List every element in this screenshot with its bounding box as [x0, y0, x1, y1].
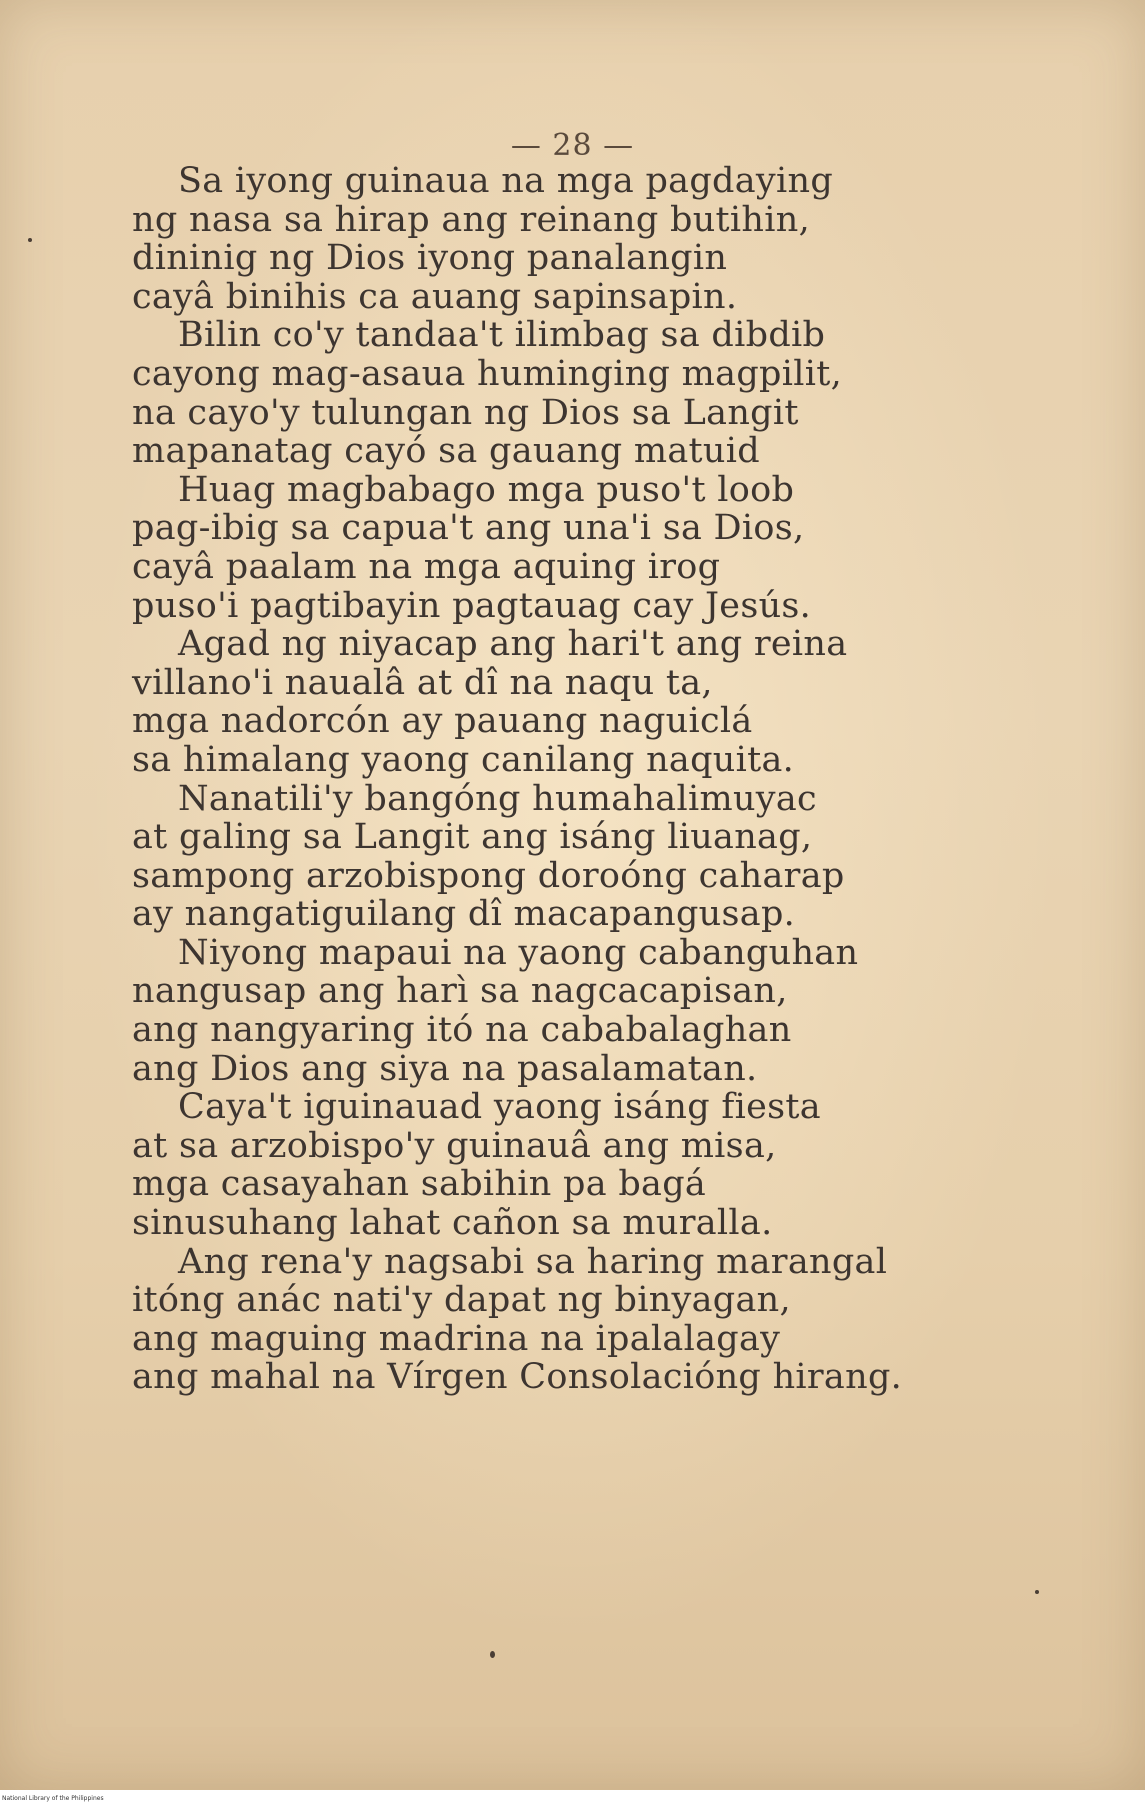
poem-line: ang nangyaring itó na cababalaghan: [132, 1010, 792, 1051]
stanza: [0, 780, 1145, 934]
ink-speck: [490, 1651, 495, 1658]
poem-line: Bilin co'y tandaa't ilimbag sa dibdib: [178, 315, 826, 356]
poem-line: sinusuhang lahat cañon sa muralla.: [132, 1203, 773, 1244]
stanza: [0, 625, 1145, 779]
poem-line: ang Dios ang siya na pasalamatan.: [132, 1048, 758, 1089]
poem-line: ng nasa sa hirap ang reinang butihin,: [132, 199, 811, 240]
poem-line: Niyong mapaui na yaong cabanguhan: [178, 932, 859, 973]
ink-speck: [28, 238, 32, 242]
poem-line: at galing sa Langit ang isáng liuanag,: [132, 817, 813, 858]
poem-line: cayong mag-asaua huminging magpilit,: [132, 353, 843, 394]
poem-body: [0, 162, 1145, 1397]
poem-line: Huag magbabago mga puso't loob: [178, 469, 795, 510]
poem-line: Caya't iguinauad yaong isáng fiesta: [178, 1087, 821, 1128]
stanza: [0, 1088, 1145, 1242]
poem-line: dininig ng Dios iyong panalangin: [132, 238, 728, 279]
poem-line: Nanatili'y bangóng humahalimuyac: [178, 778, 817, 819]
poem-line: pag-ibig sa capua't ang una'i sa Dios,: [132, 508, 805, 549]
poem-line: sampong arzobispong doroóng caharap: [132, 855, 845, 896]
poem-line: cayâ paalam na mga aquing irog: [132, 546, 721, 587]
footer-credit: National Library of the Philippines: [2, 1795, 104, 1802]
poem-line: at sa arzobispo'y guinauâ ang misa,: [132, 1125, 777, 1166]
poem-line: na cayo'y tulungan ng Dios sa Langit: [132, 392, 799, 433]
poem-line: sa himalang yaong canilang naquita.: [132, 739, 795, 780]
stanza: [0, 316, 1145, 470]
poem-line: villano'i naualâ at dî na naqu ta,: [132, 662, 713, 703]
poem-line: Sa iyong guinaua na mga pagdaying: [178, 161, 834, 201]
ink-speck: [1035, 1590, 1039, 1594]
poem-line: puso'i pagtibayin pagtauag cay Jesús.: [132, 585, 812, 626]
poem-line: mga nadorcón ay pauang naguiclá: [132, 701, 753, 742]
stanza: [0, 471, 1145, 625]
poem-line: ang maguing madrina na ipalalagay: [132, 1318, 781, 1359]
poem-line: ay nangatiguilang dî macapangusap.: [132, 894, 796, 935]
page-number: — 28 —: [510, 128, 635, 163]
poem-line: Ang rena'y nagsabi sa haring marangal: [178, 1241, 888, 1282]
poem-line: ang mahal na Vírgen Consolacióng hirang.: [132, 1357, 903, 1398]
poem-line: mapanatag cayó sa gauang matuid: [132, 431, 760, 472]
poem-line: nangusap ang harì sa nagcacapisan,: [132, 971, 788, 1012]
stanza: [0, 1243, 1145, 1397]
poem-line: mga casayahan sabihin pa bagá: [132, 1164, 707, 1205]
poem-line: cayâ binihis ca auang sapinsapin.: [132, 276, 738, 317]
poem-line: itóng anác nati'y dapat ng binyagan,: [132, 1280, 791, 1321]
stanza: [0, 934, 1145, 1088]
stanza: [0, 162, 1145, 316]
poem-line: Agad ng niyacap ang hari't ang reina: [178, 624, 848, 665]
